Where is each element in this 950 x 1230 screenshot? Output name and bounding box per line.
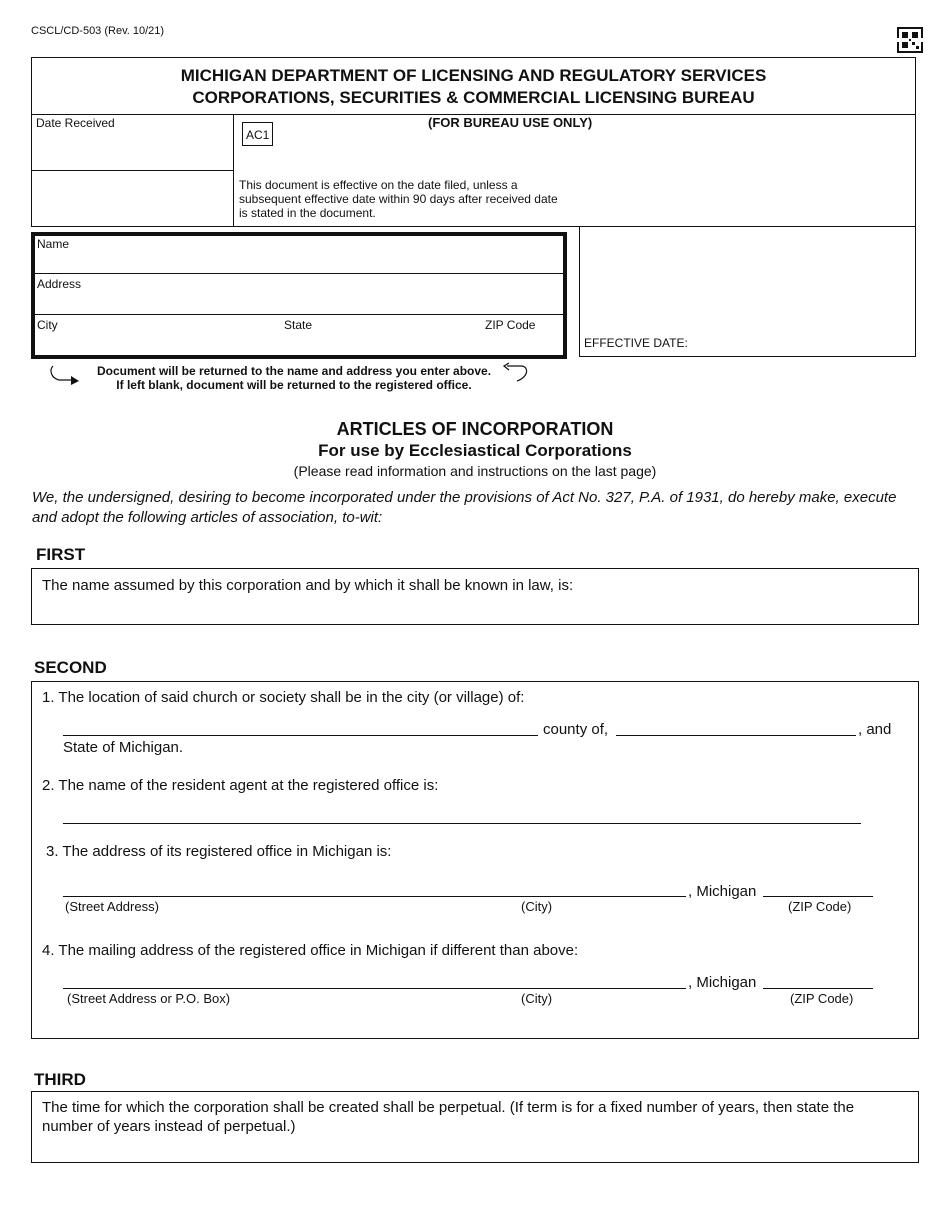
third-text: The time for which the corporation shall be created shall be perpetual. (If term is for a fixed number of years, then state the number of years instead of perpetual.)	[42, 1099, 855, 1135]
item3-text: 3. The address of its registered office in Michigan is:	[46, 843, 392, 860]
state-of-michigan-label: State of Michigan.	[63, 739, 184, 756]
intro-paragraph: We, the undersigned, desiring to become incorporated under the provisions of Act No. 327, P.A. of 1931, do hereby make, execute and adopt the following articles of association, to-wit:	[32, 489, 897, 526]
page-title: ARTICLES OF INCORPORATION	[336, 419, 614, 439]
ac1-badge: AC1	[242, 122, 273, 146]
qr-code-icon	[897, 27, 923, 53]
first-heading: FIRST	[36, 545, 86, 564]
zip-caption-2: (ZIP Code)	[790, 991, 854, 1006]
resident-agent-input[interactable]	[63, 823, 861, 824]
return-city-field[interactable]: City	[37, 318, 58, 332]
first-text: The name assumed by this corporation and by which it shall be known in law, is:	[42, 577, 574, 594]
county-of-label: county of,	[543, 721, 609, 738]
mailing-address-input[interactable]	[63, 988, 686, 989]
item1-text: 1. The location of said church or society shall be in the city (or village) of:	[42, 689, 525, 706]
date-received-label: Date Received	[36, 116, 115, 130]
and-label: , and	[858, 721, 892, 738]
return-address-box	[31, 232, 567, 359]
effective-date-label: EFFECTIVE DATE:	[584, 336, 688, 350]
zip-caption: (ZIP Code)	[788, 899, 852, 914]
return-state-field[interactable]: State	[284, 318, 313, 332]
city-caption: (City)	[521, 899, 553, 914]
page-subtitle: For use by Ecclesiastical Corporations	[318, 441, 632, 460]
third-heading: THIRD	[34, 1070, 86, 1089]
street-po-caption: (Street Address or P.O. Box)	[67, 991, 231, 1006]
county-input[interactable]	[616, 735, 856, 736]
return-note: Document will be returned to the name and address you enter above. If left blank, document will be returned to the registered office.	[96, 364, 492, 392]
item2-text: 2. The name of the resident agent at the registered office is:	[42, 777, 439, 794]
registered-zip-input[interactable]	[763, 896, 873, 897]
return-zip-field[interactable]: ZIP Code	[485, 318, 536, 332]
registered-address-input[interactable]	[63, 896, 686, 897]
michigan-label: , Michigan	[688, 883, 757, 900]
effective-note: This document is effective on the date filed, unless a subsequent effective date within 90 days after received date is stated in the document.	[239, 178, 558, 220]
instructions-note: (Please read information and instructions on the last page)	[293, 463, 657, 479]
second-heading: SECOND	[34, 658, 107, 677]
agency-name: MICHIGAN DEPARTMENT OF LICENSING AND REGULATORY SERVICES CORPORATIONS, SECURITIES & COMMERCIAL LICENSING BUREAU	[180, 66, 767, 107]
city-village-input[interactable]	[63, 735, 538, 736]
michigan-label-2: , Michigan	[688, 974, 757, 991]
return-address-field[interactable]: Address	[37, 277, 82, 291]
mailing-zip-input[interactable]	[763, 988, 873, 989]
form-code: CSCL/CD-503 (Rev. 10/21)	[31, 25, 165, 37]
city-caption-2: (City)	[521, 991, 553, 1006]
item4-text: 4. The mailing address of the registered office in Michigan if different than above:	[42, 942, 579, 959]
return-name-field[interactable]: Name	[37, 237, 70, 251]
date-received-lower-box	[31, 170, 234, 227]
street-address-caption: (Street Address)	[65, 899, 159, 914]
bureau-use-label: (FOR BUREAU USE ONLY)	[428, 115, 593, 130]
